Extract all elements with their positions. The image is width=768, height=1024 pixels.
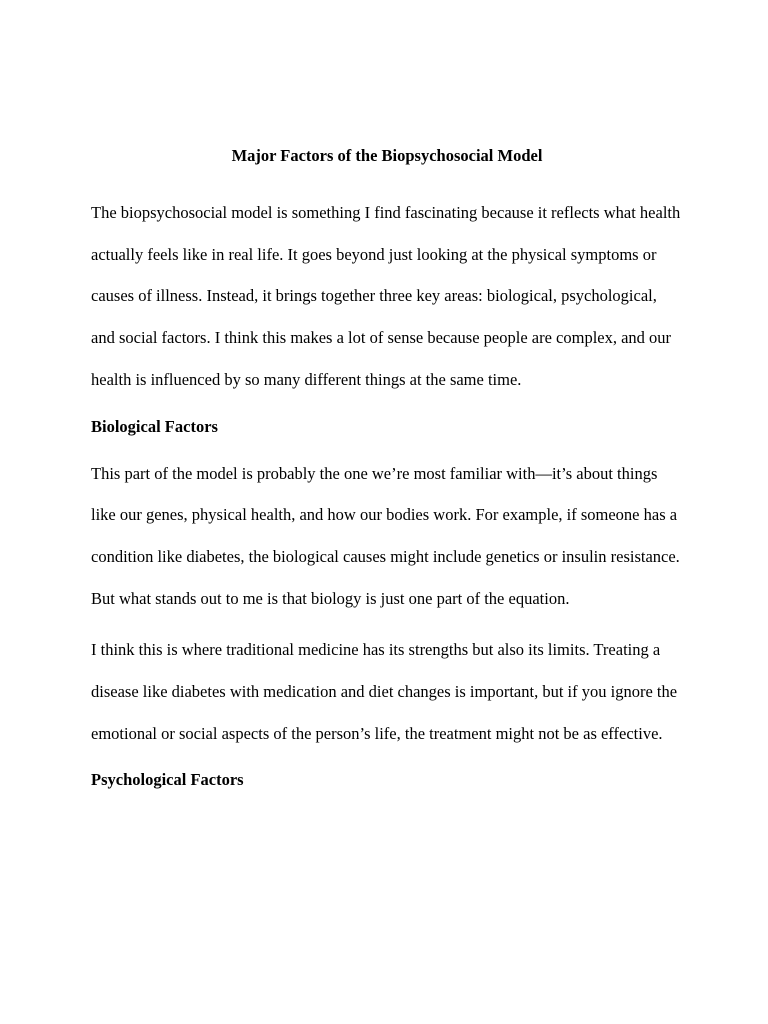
spacer [91,401,683,411]
document-title: Major Factors of the Biopsychosocial Model [231,146,543,165]
biological-paragraph-1: This part of the model is probably the one we’re most familiar with—it’s about things like our genes, physical health, and how our bodies work. For example, if someone has a condition like diabetes, the biological causes might include genetics or insulin resistance. But what stands out to me is that biology is just one part of the equation. [91,463,680,608]
spacer [91,443,683,453]
section-heading-biological: Biological Factors [91,416,218,436]
spacer [91,754,683,764]
section-heading-psychological: Psychological Factors [91,770,244,790]
document-body [91,140,683,796]
spacer [91,619,683,629]
intro-paragraph: The biopsychosocial model is something I find fascinating because it reflects what health actually feels like in real life. It goes beyond just looking at the physical symptoms or causes of illness. Instead, it brings together three key areas: biological, psychological, and social factors. I think this makes a lot of sense because people are complex, and our health is influenced by so many different things at the same time. [91,203,681,389]
spacer [91,172,683,192]
biological-paragraph-2: I think this is where traditional medicine has its strengths but also its limits. Treating a disease like diabetes with medication and diet changes is important, but if you ignore the emotional or social aspects of the person’s life, the treatment might not be as effective. [91,640,678,743]
